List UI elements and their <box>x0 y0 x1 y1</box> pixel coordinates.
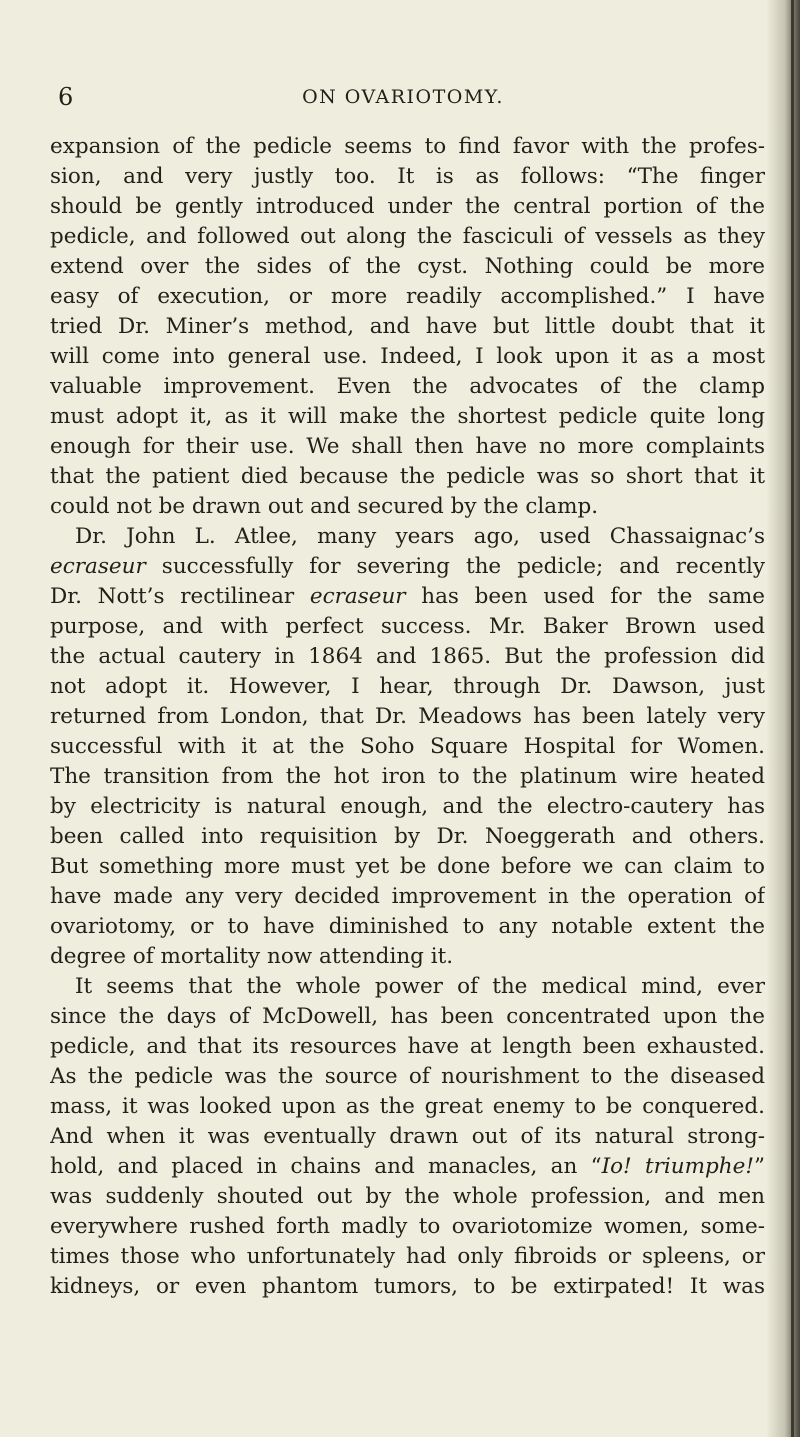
paragraph-start-line: It seems that the whole power of the medical mind, ever <box>75 974 765 999</box>
text-line: successful with it at the Soho Square Hospital for Women. <box>50 734 765 759</box>
text-line-italic-ecraseur: ecraseur successfully for severing the pedicle; and recently <box>50 554 765 579</box>
text-line: that the patient died because the pedicle was so short that it <box>50 464 765 489</box>
text-line: tried Dr. Miner’s method, and have but little doubt that it <box>50 314 765 339</box>
text-line: kidneys, or even phantom tumors, to be extirpated! It was <box>50 1274 765 1299</box>
text-line: not adopt it. However, I hear, through Dr. Dawson, just <box>50 674 765 699</box>
page-binding-edge <box>791 0 794 1437</box>
text-line: have made any very decided improvement in the operation of <box>50 884 765 909</box>
text-line: times those who unfortunately had only fibroids or spleens, or <box>50 1244 765 1269</box>
text-line: everywhere rushed forth madly to ovariotomize women, some- <box>50 1214 765 1239</box>
page-edge-shadow <box>766 0 800 1437</box>
text-line: returned from London, that Dr. Meadows has been lately very <box>50 704 765 729</box>
text-line-italic-ecraseur: Dr. Nott’s rectilinear ecraseur has been used for the same <box>50 584 765 609</box>
text-line: But something more must yet be done before we can claim to <box>50 854 765 879</box>
text-line: purpose, and with perfect success. Mr. Baker Brown used <box>50 614 765 639</box>
text-line: should be gently introduced under the central portion of the <box>50 194 765 219</box>
text-line: been called into requisition by Dr. Noeggerath and others. <box>50 824 765 849</box>
text-line: sion, and very justly too. It is as follows: “The finger <box>50 164 765 189</box>
page-number: 6 <box>58 83 74 111</box>
text-line-italic-io-triumphe: hold, and placed in chains and manacles, an “Io! triumphe!” <box>50 1154 765 1179</box>
text-line: enough for their use. We shall then have no more complaints <box>50 434 765 459</box>
body-text <box>50 132 765 1302</box>
text-line: pedicle, and followed out along the fasciculi of vessels as they <box>50 224 765 249</box>
text-line: was suddenly shouted out by the whole profession, and men <box>50 1184 765 1209</box>
text-line: And when it was eventually drawn out of its natural strong- <box>50 1124 765 1149</box>
running-head: ON OVARIOTOMY. <box>302 86 504 108</box>
text-line: mass, it was looked upon as the great enemy to be conquered. <box>50 1094 765 1119</box>
page-header <box>58 82 748 112</box>
paragraph-start-line: Dr. John L. Atlee, many years ago, used Chassaignac’s <box>75 524 765 549</box>
text-line: the actual cautery in 1864 and 1865. But the profession did <box>50 644 765 669</box>
text-line: by electricity is natural enough, and the electro-cautery has <box>50 794 765 819</box>
text-line: could not be drawn out and secured by the clamp. <box>50 494 599 519</box>
text-line: expansion of the pedicle seems to find favor with the profes- <box>50 134 765 159</box>
text-line: degree of mortality now attending it. <box>50 944 454 969</box>
text-line: pedicle, and that its resources have at length been exhausted. <box>50 1034 765 1059</box>
text-line: will come into general use. Indeed, I look upon it as a most <box>50 344 765 369</box>
text-line: The transition from the hot iron to the platinum wire heated <box>50 764 765 789</box>
text-line: valuable improvement. Even the advocates of the clamp <box>50 374 765 399</box>
text-line: ovariotomy, or to have diminished to any notable extent the <box>50 914 765 939</box>
text-line: since the days of McDowell, has been concentrated upon the <box>50 1004 765 1029</box>
text-line: easy of execution, or more readily accomplished.” I have <box>50 284 765 309</box>
text-line: extend over the sides of the cyst. Nothing could be more <box>50 254 765 279</box>
text-line: As the pedicle was the source of nourishment to the diseased <box>50 1064 765 1089</box>
text-line: must adopt it, as it will make the shortest pedicle quite long <box>50 404 765 429</box>
